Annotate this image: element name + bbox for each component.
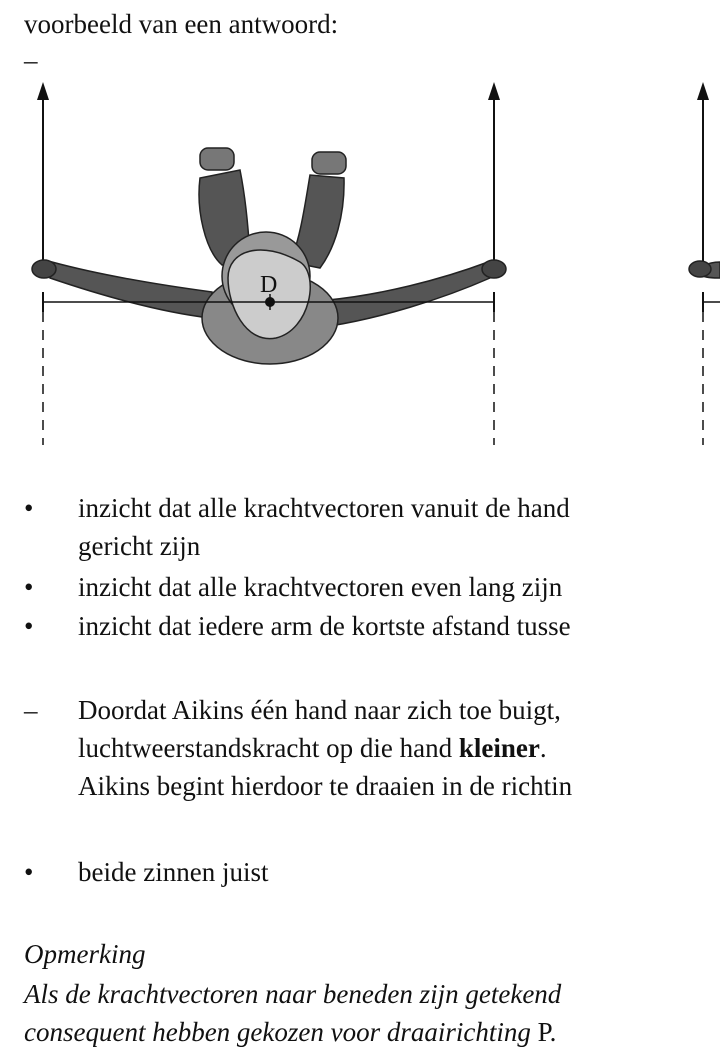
bullet-marker: • (24, 493, 34, 523)
bullet-marker: • (24, 857, 34, 887)
skydiver-figure (0, 0, 720, 460)
answer-line-3: Aikins begint hierdoor te draaien in de richtin (78, 771, 573, 801)
center-point (265, 297, 275, 307)
intro-text: voorbeeld van een antwoord: (24, 9, 339, 39)
arms (32, 260, 720, 326)
top-dash: – (24, 45, 38, 75)
remark-line-1: Als de krachtvectoren naar beneden zijn getekend (24, 979, 562, 1009)
answer-line-2 (78, 732, 547, 764)
point-label: D (260, 272, 278, 298)
bullet-text: beide zinnen juist (78, 857, 269, 887)
remark-line-2 (24, 1016, 556, 1048)
answer-bold-word: kleiner (458, 733, 540, 763)
remark-line-2-end: P. (530, 1017, 557, 1047)
bullet-marker: • (24, 611, 34, 641)
bullet-text: inzicht dat alle krachtvectoren vanuit de hand (78, 493, 570, 523)
bullet-text: gericht zijn (78, 531, 201, 561)
bullet-text: inzicht dat iedere arm de kortste afstand tusse (78, 611, 571, 641)
answer-line-1: Doordat Aikins één hand naar zich toe buigt, (78, 695, 561, 725)
answer-dash: – (24, 695, 38, 725)
bullet-text: inzicht dat alle krachtvectoren even lang zijn (78, 572, 563, 602)
bullet-marker: • (24, 572, 34, 602)
answer-line-2-prefix: luchtweerstandskracht op die hand (78, 733, 459, 763)
remark-title: Opmerking (24, 939, 146, 969)
remark-line-2-italic: consequent hebben gekozen voor draairichting (24, 1017, 531, 1047)
answer-line-2-suffix: . (539, 733, 547, 763)
